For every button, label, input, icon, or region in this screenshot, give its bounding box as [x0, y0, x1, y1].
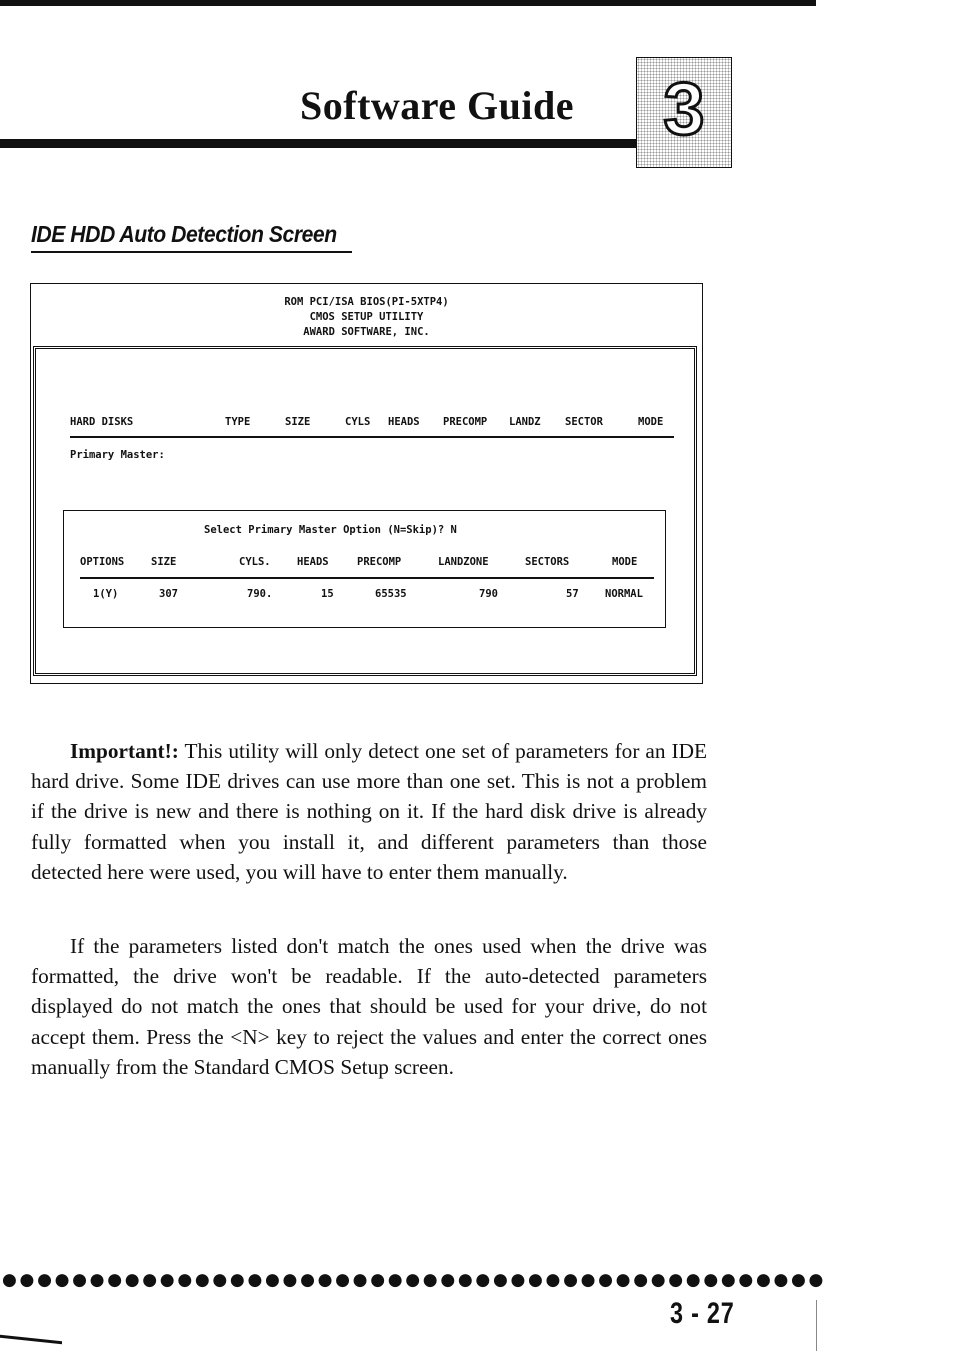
- opt-col-sectors: SECTORS: [525, 556, 570, 568]
- important-paragraph: [31, 736, 707, 887]
- col-precomp: PRECOMP: [443, 416, 488, 428]
- opt-col-landzone: LANDZONE: [438, 556, 489, 568]
- opt-col-mode: MODE: [612, 556, 638, 568]
- opt-value-size: 307: [159, 588, 178, 600]
- page-number: 3 - 27: [670, 1297, 735, 1330]
- bios-header: [31, 295, 702, 340]
- hard-disks-rule: [70, 436, 674, 438]
- opt-col-precomp: PRECOMP: [357, 556, 402, 568]
- important-lead: Important!:: [70, 739, 179, 763]
- opt-col-cyls: CYLS.: [239, 556, 271, 568]
- footer-dot-rule: ●●●●●●●●●●●●●●●●●●●●●●●●●●●●●●●●●●●●●●●●●●●●●●●: [2, 1270, 827, 1290]
- parameters-paragraph: If the parameters listed don't match the ones used when the drive was formatted, the drive won't be readable. If the auto-detected parameters displayed do not match the ones that should be used for your drive, do not accept them. Press the <N> key to reject the values and enter the correct ones manually from the Standard CMOS Setup screen.: [31, 934, 707, 1079]
- col-sector: SECTOR: [565, 416, 603, 428]
- important-text: This utility will only detect one set of parameters for an IDE hard drive. Some IDE drives can use more than one set. This is not a problem if the drive is new and there is nothing on it. If the hard disk drive is already fully formatted when you install it, and different parameters than those detected here were used, you will have to enter them manually.: [31, 739, 707, 884]
- col-heads: HEADS: [388, 416, 420, 428]
- opt-col-size: SIZE: [151, 556, 177, 568]
- opt-value-options: 1(Y): [93, 588, 119, 600]
- opt-col-options: OPTIONS: [80, 556, 125, 568]
- col-hard-disks: HARD DISKS: [70, 416, 134, 428]
- top-rule: [0, 0, 816, 6]
- col-landz: LANDZ: [509, 416, 541, 428]
- opt-value-heads: 15: [321, 588, 334, 600]
- bios-header-line: CMOS SETUP UTILITY: [309, 311, 424, 323]
- primary-master-label: Primary Master:: [70, 449, 165, 461]
- col-size: SIZE: [285, 416, 311, 428]
- col-cyls: CYLS: [345, 416, 371, 428]
- section-title: IDE HDD Auto Detection Screen: [31, 221, 337, 247]
- detect-prompt[interactable]: Select Primary Master Option (N=Skip)? N: [204, 524, 457, 536]
- page-header-title: Software Guide: [300, 83, 575, 128]
- options-rule: [80, 577, 654, 579]
- bios-header-line: AWARD SOFTWARE, INC.: [303, 326, 430, 338]
- chapter-tab: [636, 57, 732, 168]
- opt-value-cyls: 790.: [247, 588, 273, 600]
- col-type: TYPE: [225, 416, 251, 428]
- chapter-number: 3: [663, 67, 705, 150]
- corner-mark: [0, 1335, 62, 1345]
- opt-col-heads: HEADS: [297, 556, 329, 568]
- opt-value-mode: NORMAL: [605, 588, 643, 600]
- header-rule: [0, 139, 640, 148]
- section-underline: [31, 251, 352, 253]
- opt-value-sectors: 57: [566, 588, 579, 600]
- col-mode: MODE: [638, 416, 664, 428]
- bios-header-line: ROM PCI/ISA BIOS(PI-5XTP4): [284, 296, 449, 308]
- page-edge: [816, 1300, 817, 1351]
- opt-value-landzone: 790: [479, 588, 498, 600]
- opt-value-precomp: 65535: [375, 588, 407, 600]
